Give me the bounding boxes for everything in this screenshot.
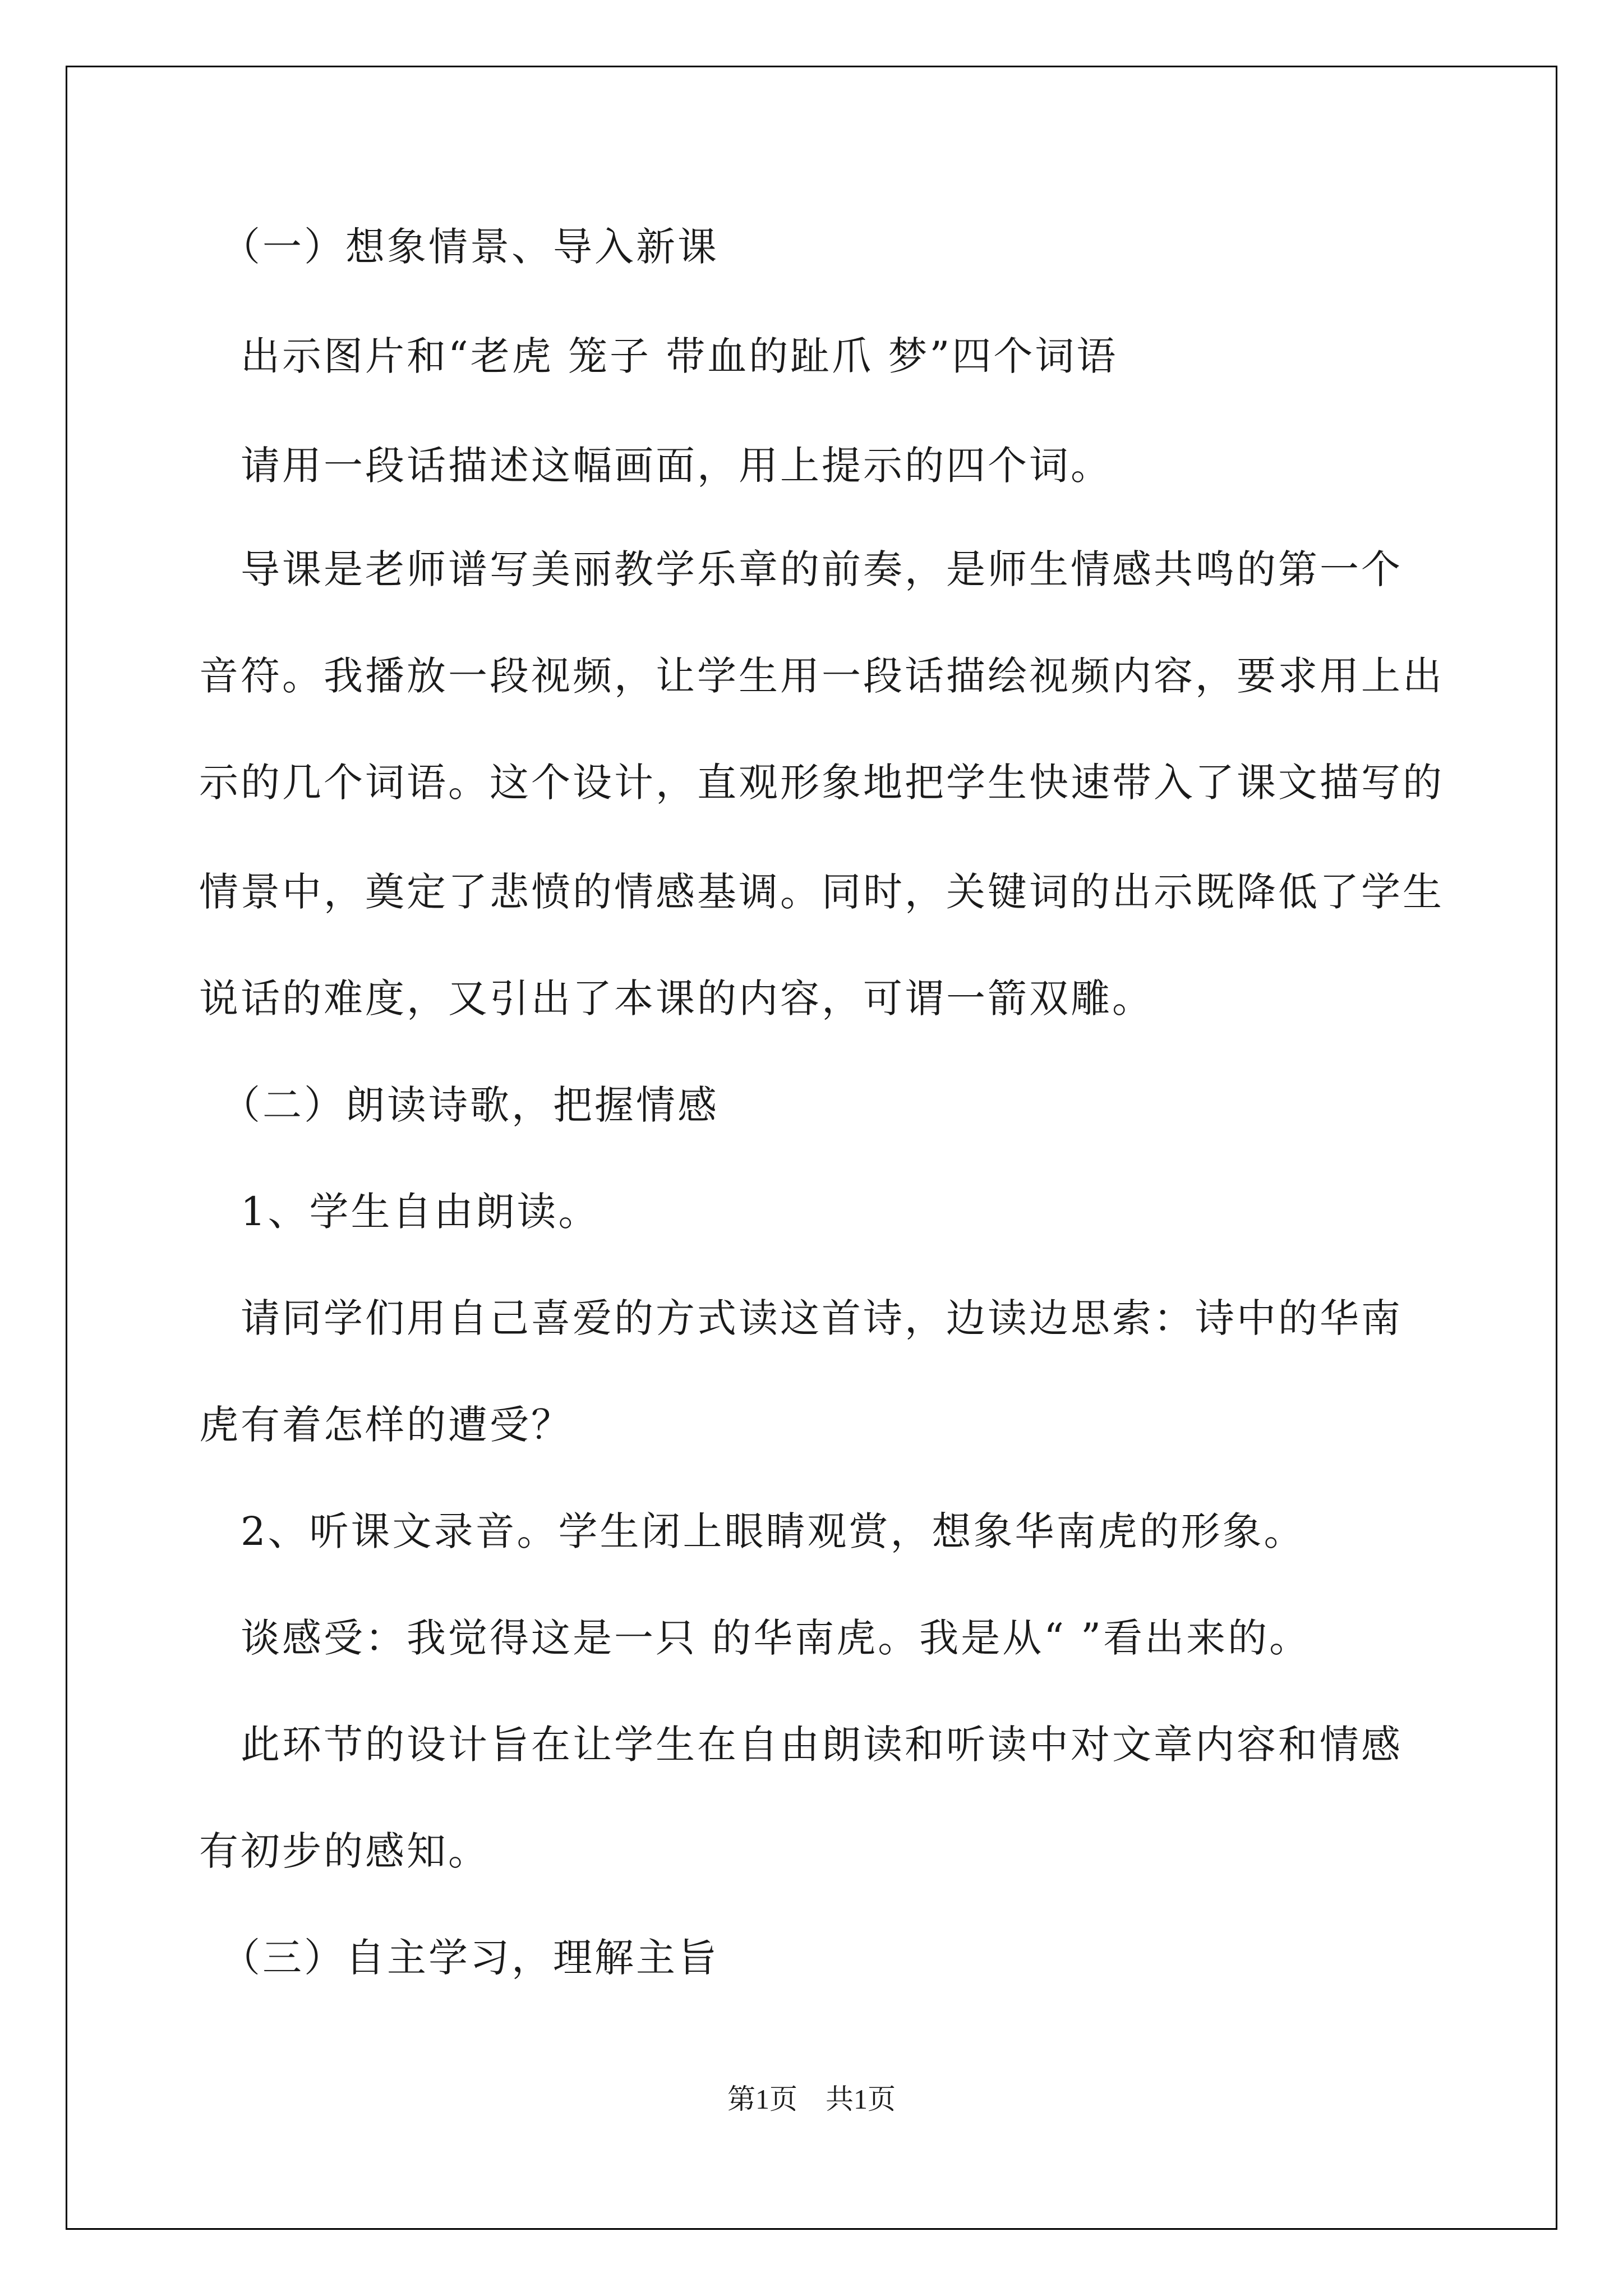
paragraph-line: 情景中，奠定了悲愤的情感基调。同时，关键词的出示既降低了学生 bbox=[199, 869, 1444, 915]
paragraph-line: 此环节的设计旨在让学生在自由朗读和听读中对文章内容和情感 bbox=[199, 1722, 1403, 1768]
paragraph-line: 有初步的感知。 bbox=[199, 1828, 490, 1874]
paragraph-line: 请用一段话描述这幅画面，用上提示的四个词。 bbox=[199, 443, 1112, 489]
page-border bbox=[66, 66, 1557, 2230]
paragraph-line: 请同学们用自己喜爱的方式读这首诗，边读边思索：诗中的华南 bbox=[199, 1295, 1403, 1341]
paragraph-line: 示的几个词语。这个设计，直观形象地把学生快速带入了课文描写的 bbox=[199, 760, 1444, 806]
paragraph-line: 导课是老师谱写美丽教学乐章的前奏，是师生情感共鸣的第一个 bbox=[199, 546, 1403, 592]
paragraph-line: 说话的难度，又引出了本课的内容，可谓一箭双雕。 bbox=[199, 976, 1154, 1022]
page-footer: 第1页 共1页 bbox=[727, 2083, 896, 2115]
paragraph-line: 虎有着怎样的遭受？ bbox=[199, 1402, 573, 1448]
paragraph-line: 出示图片和“老虎 笼子 带血的趾爪 梦”四个词语 bbox=[199, 333, 1118, 379]
section-heading-1: （一）想象情景、导入新课 bbox=[199, 224, 719, 270]
paragraph-line: 谈感受：我觉得这是一只 的华南虎。我是从“ ”看出来的。 bbox=[199, 1615, 1311, 1661]
section-heading-2: （二）朗读诗歌，把握情感 bbox=[199, 1082, 719, 1128]
section-heading-3: （三）自主学习，理解主旨 bbox=[199, 1935, 719, 1981]
paragraph-line: 音符。我播放一段视频，让学生用一段话描绘视频内容，要求用上出 bbox=[199, 653, 1444, 699]
paragraph-line: 2、听课文录音。学生闭上眼睛观赏，想象华南虎的形象。 bbox=[199, 1508, 1306, 1554]
paragraph-line: 1、学生自由朗读。 bbox=[199, 1189, 600, 1235]
